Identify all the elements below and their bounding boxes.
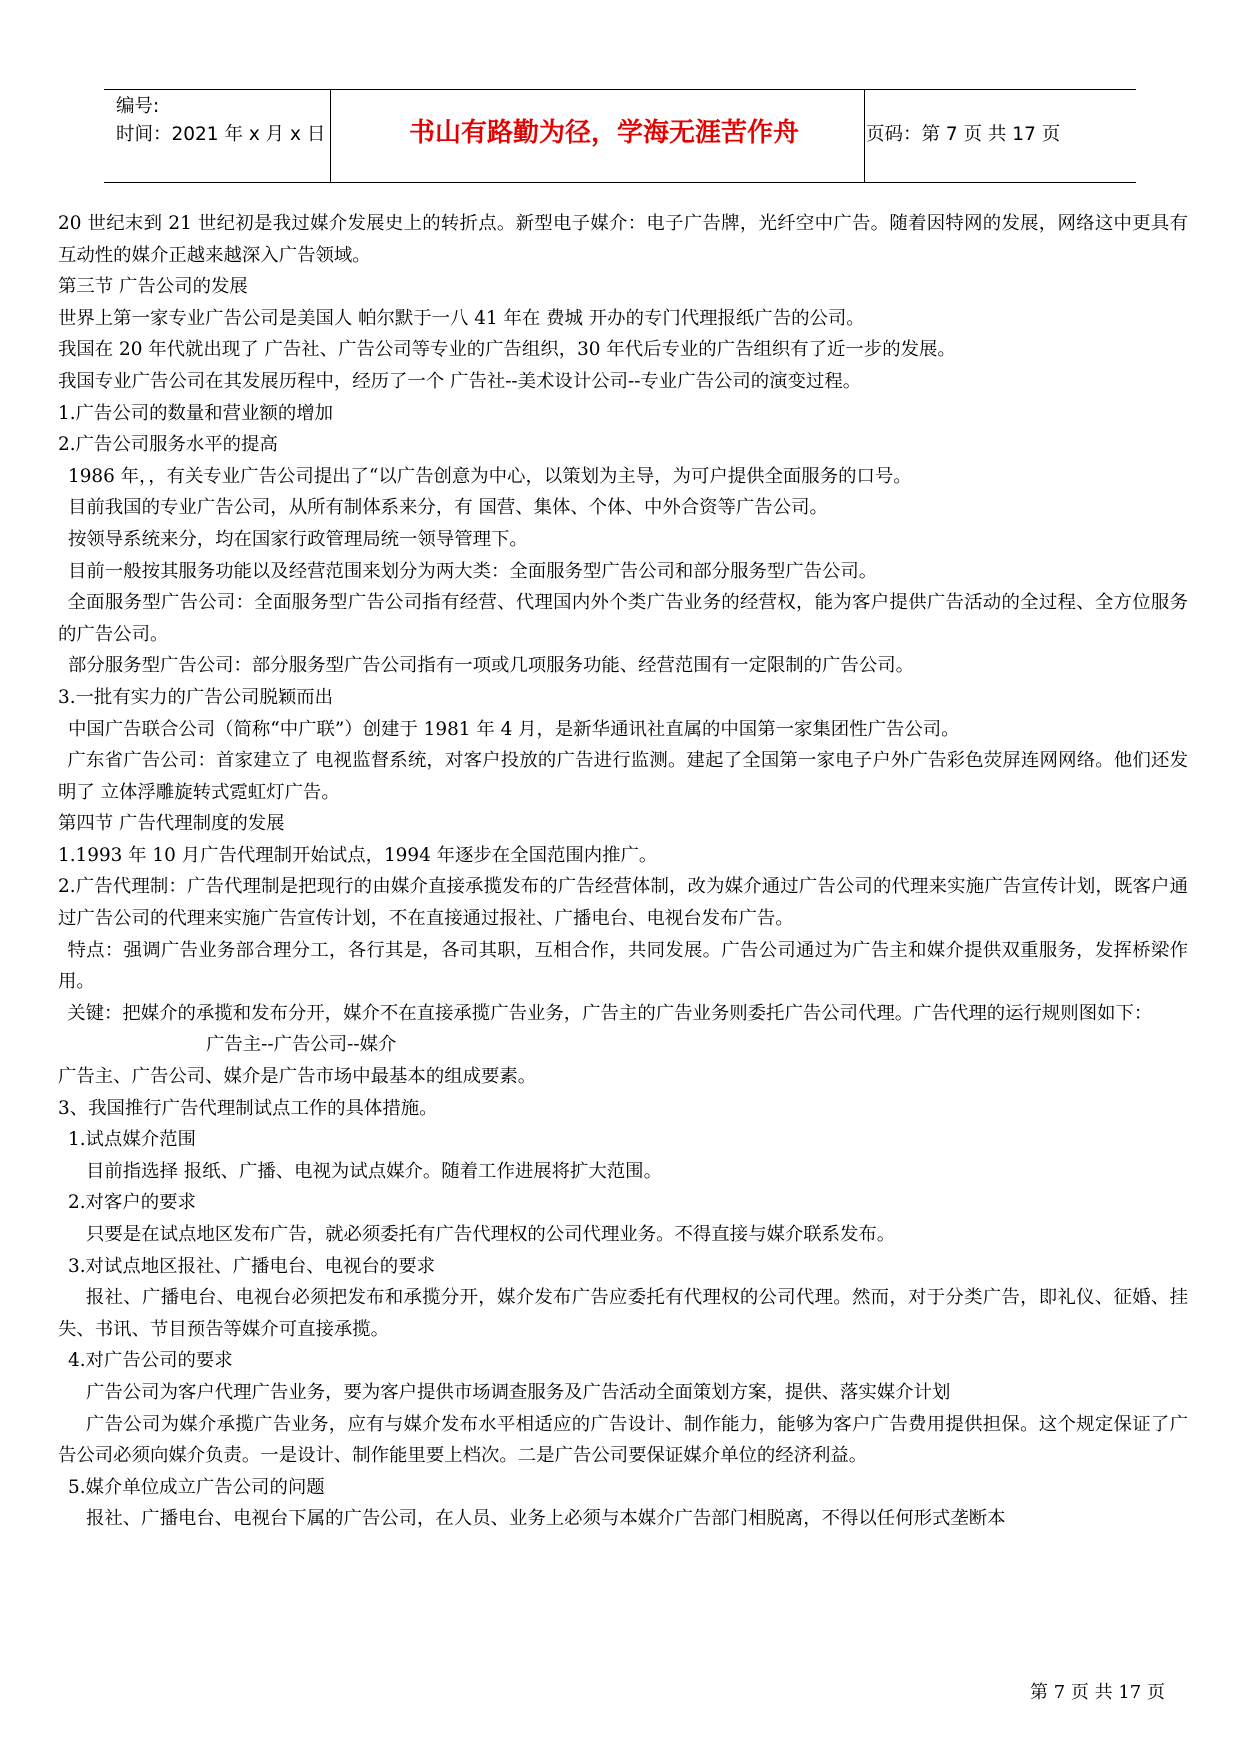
- list-item-heading: 1.1993 年 10 月广告代理制开始试点，1994 年逐步在全国范围内推广。: [58, 844, 658, 866]
- sub-item-heading: 1.试点媒介范围: [68, 1129, 196, 1151]
- body-paragraph: [58, 587, 1188, 650]
- sub-item-heading: 2.对客户的要求: [68, 1192, 196, 1214]
- header-page-label: 页码：第 7 页 共 17 页: [866, 124, 1061, 145]
- paragraph-text: 特点：强调广告业务部合理分工，各行其是，各司其职，互相合作，共同发展。广告公司通过为广告主和媒介提供双重服务，发挥桥梁作用。: [58, 939, 1188, 993]
- body-paragraph: 我国专业广告公司在其发展历程中，经历了一个 广告社--美术设计公司--专业广告公司的演变过程。: [58, 370, 862, 392]
- body-paragraph: 中国广告联合公司（简称“中广联”）创建于 1981 年 4 月，是新华通讯社直属的中国第一家集团性广告公司。: [68, 718, 960, 740]
- paragraph-text: 全面服务型广告公司：全面服务型广告公司指有经营、代理国内外个类广告业务的经营权，能为客户提供广告活动的全过程、全方位服务的广告公司。: [58, 592, 1188, 645]
- body-paragraph: 世界上第一家专业广告公司是美国人 帕尔默于一八 41 年在 费城 开办的专门代理报纸广告的公司。: [58, 307, 865, 329]
- header-left-cell: [116, 93, 325, 149]
- paragraph-text: 广东省广告公司：首家建立了 电视监督系统，对客户投放的广告进行监测。建起了全国第一家电子户外广告彩色荧屏连网网络。他们还发明了 立体浮雕旋转式霓虹灯广告。: [58, 750, 1188, 803]
- body-paragraph: 按领导系统来分，均在国家行政管理局统一领导管理下。: [68, 528, 528, 550]
- header-divider-right: [864, 89, 865, 183]
- document-number-label: 编号:: [116, 96, 160, 117]
- list-item-heading: 3、我国推行广告代理制试点工作的具体措施。: [58, 1097, 438, 1119]
- document-body: [58, 208, 1188, 1535]
- page-header: [104, 89, 1136, 183]
- section-heading: 第四节 广告代理制度的发展: [58, 813, 285, 835]
- body-paragraph: [58, 998, 1188, 1030]
- body-paragraph: [58, 935, 1188, 998]
- sub-item-heading: 4.对广告公司的要求: [68, 1350, 233, 1372]
- header-top-rule: [104, 89, 1136, 90]
- body-paragraph: 20 世纪末到 21 世纪初是我过媒介发展史上的转折点。新型电子媒介：电子广告牌，光纤空中广告。随着因特网的发展，网络这中更具有互动性的媒介正越来越深入广告领域。: [58, 213, 1188, 266]
- body-paragraph: 部分服务型广告公司：部分服务型广告公司指有一项或几项服务功能、经营范围有一定限制的广告公司。: [68, 655, 914, 677]
- body-paragraph: 目前一般按其服务功能以及经营范围来划分为两大类：全面服务型广告公司和部分服务型广告公司。: [68, 560, 878, 582]
- body-paragraph: 2.广告代理制：广告代理制是把现行的由媒介直接承揽发布的广告经营体制，改为媒介通过广告公司的代理来实施广告宣传计划，既客户通过广告公司的代理来实施广告宣传计划，不在直接通过报社、广播电台、电视台发布广告。: [58, 876, 1188, 930]
- body-paragraph: 我国在 20 年代就出现了 广告社、广告公司等专业的广告组织，30 年代后专业的广告组织有了近一步的发展。: [58, 339, 956, 361]
- body-paragraph: [58, 1282, 1188, 1345]
- header-divider-left: [330, 89, 331, 183]
- diagram-line: 广告主--广告公司--媒介: [206, 1034, 397, 1056]
- list-item-heading: 1.广告公司的数量和营业额的增加: [58, 402, 334, 424]
- body-paragraph: 广告公司为客户代理广告业务，要为客户提供市场调查服务及广告活动全面策划方案，提供、落实媒介计划: [86, 1381, 951, 1403]
- body-paragraph: 只要是在试点地区发布广告，就必须委托有广告代理权的公司代理业务。不得直接与媒介联系发布。: [86, 1224, 896, 1245]
- page-footer: 第 7 页 共 17 页: [1030, 1682, 1165, 1703]
- sub-item-heading: 5.媒介单位成立广告公司的问题: [68, 1476, 325, 1498]
- paragraph-text: 关键：把媒介的承揽和发布分开，媒介不在直接承揽广告业务，广告主的广告业务则委托广告公司代理。广告代理的运行规则图如下：: [67, 1002, 1153, 1024]
- body-paragraph: 广告主、广告公司、媒介是广告市场中最基本的组成要素。: [58, 1066, 537, 1088]
- list-item-heading: 2.广告公司服务水平的提高: [58, 434, 278, 456]
- document-time-label: 时间：2021 年 x 月 x 日: [116, 124, 326, 145]
- body-paragraph: 目前指选择 报纸、广播、电视为试点媒介。随着工作进展将扩大范围。: [86, 1160, 662, 1182]
- body-paragraph: [58, 1409, 1188, 1472]
- body-paragraph: 目前我国的专业广告公司，从所有制体系来分，有 国营、集体、个体、中外合资等广告公司。: [68, 497, 828, 519]
- header-motto: 书山有路勤为径，学海无涯苦作舟: [408, 118, 799, 148]
- sub-item-heading: 3.对试点地区报社、广播电台、电视台的要求: [68, 1255, 435, 1277]
- body-paragraph: [58, 745, 1188, 808]
- header-bottom-rule: [104, 182, 1136, 183]
- body-paragraph: 报社、广播电台、电视台下属的广告公司，在人员、业务上必须与本媒介广告部门相脱离，不得以任何形式垄断本: [86, 1508, 1006, 1530]
- paragraph-text: 报社、广播电台、电视台必须把发布和承揽分开，媒介发布广告应委托有代理权的公司代理。然而，对于分类广告，即礼仪、征婚、挂失、书讯、节目预告等媒介可直接承揽。: [58, 1287, 1188, 1340]
- paragraph-text: 广告公司为媒介承揽广告业务，应有与媒介发布水平相适应的广告设计、制作能力，能够为客户广告费用提供担保。这个规定保证了广告公司必须向媒介负责。一是设计、制作能里要上档次。二是广告公司要保证媒介单位的经济利益。: [58, 1413, 1188, 1467]
- list-item-heading: 3.一批有实力的广告公司脱颖而出: [58, 686, 334, 708]
- section-heading: 第三节 广告公司的发展: [58, 276, 248, 298]
- body-paragraph: 1986 年，，有关专业广告公司提出了“以广告创意为中心，以策划为主导，为可户提供全面服务的口号。: [68, 465, 912, 487]
